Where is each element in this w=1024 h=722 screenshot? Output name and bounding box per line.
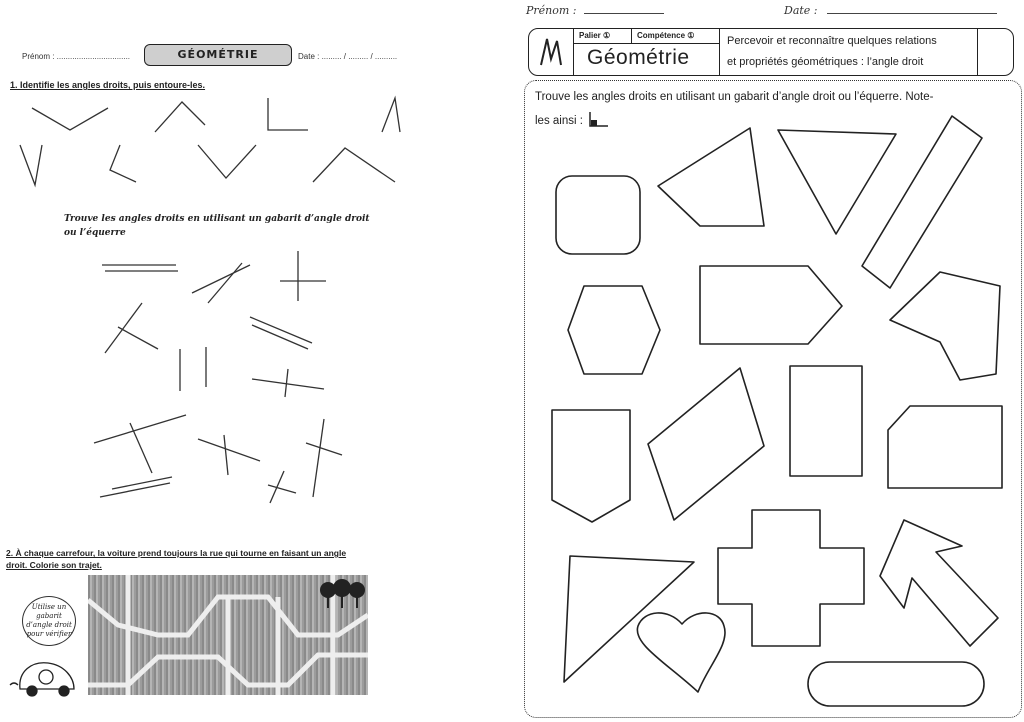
- shield-shape: [552, 410, 630, 522]
- cut-rectangle-shape: [888, 406, 1002, 488]
- geometrie-title-badge: GÉOMÉTRIE: [144, 44, 292, 66]
- angle-8: [313, 148, 395, 182]
- angle-4: [382, 98, 400, 132]
- task-line-2: les ainsi :: [535, 115, 583, 127]
- competence-text-line2: et propriétés géométriques : l’angle droit: [727, 56, 924, 68]
- angle-5: [20, 145, 42, 185]
- hint-speech-bubble: Utilise un gabarit d’angle droit pour vérifier: [22, 596, 76, 646]
- quadrilateral-shape: [658, 128, 764, 226]
- right-triangle-shape: [564, 556, 694, 682]
- left-worksheet-page: [0, 0, 500, 722]
- pentagon-arrow-shape: [700, 266, 842, 344]
- exercise-1-instruction: 1. Identifie les angles droits, puis entoure-les.: [10, 80, 206, 90]
- competence-label: Compétence ①: [637, 31, 695, 40]
- heart-shape: [637, 613, 725, 692]
- hexagon-shape: [568, 286, 660, 374]
- rounded-square-shape: [556, 176, 640, 254]
- crossing-lines-figure: [80, 245, 360, 515]
- angle-7: [198, 145, 256, 178]
- slanted-rectangle-shape: [862, 116, 982, 288]
- triangle-shape: [778, 130, 896, 234]
- irregular-pentagon-shape: [890, 272, 1000, 380]
- trees-icon: [318, 576, 368, 610]
- script-instruction: Trouve les angles droits en utilisant un gabarit d’angle droit ou l’équerre: [64, 214, 370, 238]
- prenom-field-left: Prénom : .................................: [22, 52, 131, 61]
- arrow-shape: [880, 520, 998, 646]
- competence-text-line1: Percevoir et reconnaître quelques relations: [727, 35, 937, 47]
- exercise-2-instruction-line2: droit. Colorie son trajet.: [6, 560, 102, 570]
- cross-shape: [718, 510, 864, 646]
- angle-3: [268, 98, 308, 130]
- task-line-1: Trouve les angles droits en utilisant un gabarit d’angle droit ou l’équerre. Note-: [535, 91, 934, 103]
- date-label: Date :: [784, 4, 818, 17]
- palier-label: Palier ①: [579, 31, 611, 40]
- car-icon: [8, 655, 80, 701]
- shapes-figure: [512, 0, 1024, 722]
- prenom-label: Prénom :: [526, 4, 577, 17]
- capsule-shape: [808, 662, 984, 706]
- angle-1: [32, 108, 108, 130]
- date-field-left: Date : ......... / ......... / ..........: [298, 52, 398, 61]
- right-worksheet-page: [512, 0, 1024, 722]
- geometrie-title: Géométrie: [587, 46, 690, 69]
- parallelogram-shape: [648, 368, 764, 520]
- exercise-2-instruction-line1: 2. À chaque carrefour, la voiture prend toujours la rue qui tourne en faisant un angle: [6, 548, 347, 558]
- tall-rectangle-shape: [790, 366, 862, 476]
- angle-6: [110, 145, 136, 182]
- angles-figure: [0, 90, 420, 200]
- angle-2: [155, 102, 205, 132]
